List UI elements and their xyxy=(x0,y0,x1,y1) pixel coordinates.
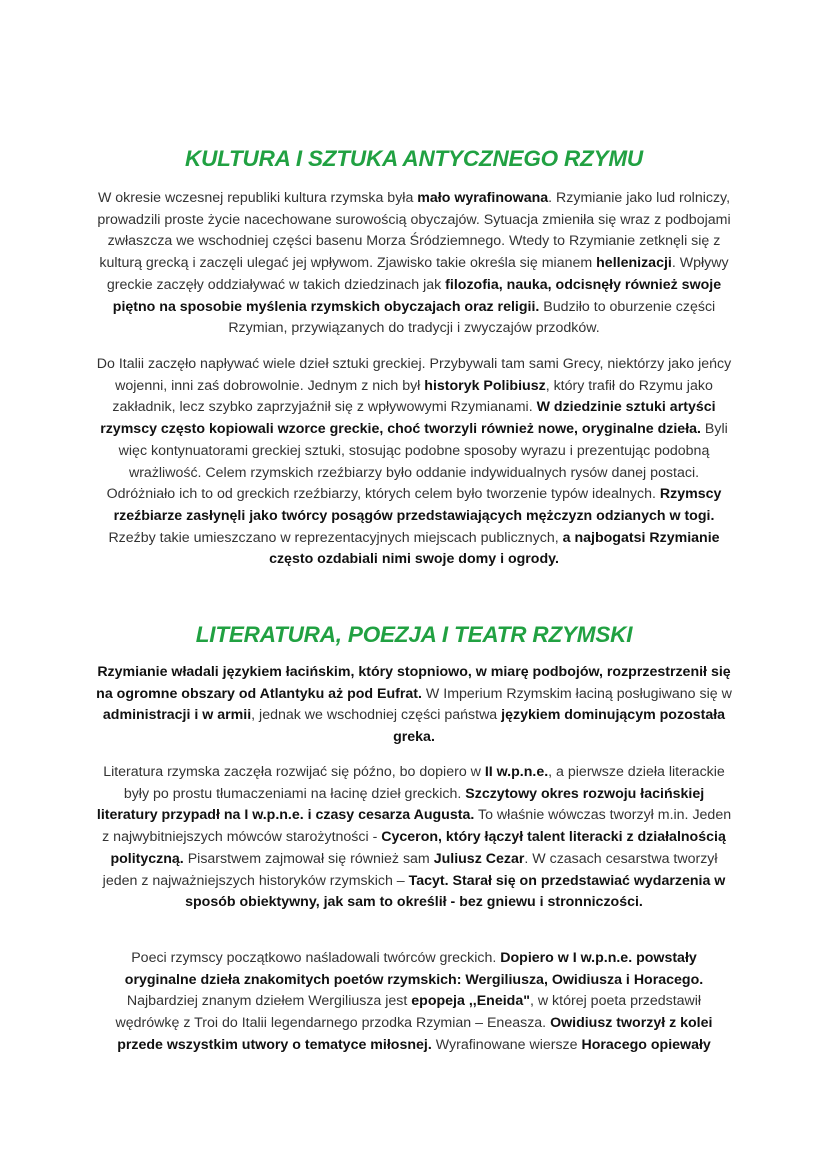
text-run: . Rzymianie jako lud rolniczy, prowadzili proste życie nacechowane surowością obyczajów. Sytuacja zmieniła się wraz z podbojami zwłaszcza we wschodniej części basenu Morza Śródziemnego. Wtedy to Rzymianie zetknęli się z kulturą grecką i zaczęli ulegać jej wpływom. Zjawisko takie określa się mianem xyxy=(97,190,731,272)
text-run: Pisarstwem zajmował się również sam xyxy=(183,850,434,867)
bold-text-run: mało wyrafinowana xyxy=(417,190,549,206)
text-run: . Wpływy greckie zaczęły oddziaływać w takich dziedzinach jak xyxy=(106,255,729,293)
bold-text-run: filozofia, nauka, odcisnęły również swoje piętno na sposobie myślenia rzymskich obyczajach oraz religii. xyxy=(112,276,722,315)
text-run: . W czasach cesarstwa tworzył jeden z najważniejszych historyków rzymskich – xyxy=(102,850,718,889)
text-run: Literatura rzymska zaczęła rozwijać się późno, bo dopiero w xyxy=(103,764,485,780)
paragraph-1 xyxy=(94,188,734,340)
bold-text-run: administracji i w armii xyxy=(102,707,252,724)
text-run: Byli więc kontynuatorami greckiej sztuki, stosując podobne sposoby wyrazu i prezentując podobną wrażliwość. Celem rzymskich rzeźbiarzy było oddanie indywidualnych rysów danej postaci. Odróżniało ich to od greckich rzeźbiarzy, których celem było tworzenie typów idealnych. xyxy=(106,421,728,503)
text-run: Wyrafinowane wiersze xyxy=(431,1036,582,1053)
text-run: To właśnie wówczas tworzył m.in. Jeden z najwybitniejszych mówców starożytności - xyxy=(102,807,732,846)
paragraph-4 xyxy=(94,762,734,914)
text-run: Najbardziej znanym dziełem Wergiliusza jest xyxy=(126,993,412,1010)
section-heading-literature: LITERATURA, POEZJA I TEATR RZYMSKI xyxy=(195,622,633,647)
section-heading-culture: KULTURA I SZTUKA ANTYCZNEGO RZYMU xyxy=(185,146,643,171)
bold-text-run: a najbogatsi Rzymianie często ozdabiali nimi swoje domy i ogrody. xyxy=(269,529,720,568)
bold-text-run: W dziedzinie sztuki artyści rzymscy często kopiowali wzorce greckie, choć tworzyli również nowe, oryginalne dzieła. xyxy=(100,399,716,438)
bold-text-run: Rzymianie władali językiem łacińskim, który stopniowo, w miarę podbojów, rozprzestrzenił się na ogromne obszary od Atlantyku aż pod Eufrat. xyxy=(96,664,731,702)
bold-text-run: Juliusz Cezar xyxy=(433,850,525,867)
paragraph-3 xyxy=(94,662,734,749)
paragraph-2 xyxy=(94,354,734,571)
text-run: W Imperium Rzymskim łaciną posługiwano się w xyxy=(421,685,732,702)
text-run: W okresie wczesnej republiki kultura rzymska była xyxy=(97,190,418,206)
bold-text-run: epopeja ,,Eneida" xyxy=(411,993,530,1010)
text-run: Budziło to oburzenie części Rzymian, przywiązanych do tradycji i zwyczajów przodków. xyxy=(228,298,716,337)
text-run: , jednak we wschodniej części państwa xyxy=(251,707,502,724)
bold-text-run: hellenizacji xyxy=(596,255,672,272)
bold-text-run: Szczytowy okres rozwoju łacińskiej literatury przypadł na I w.p.n.e. i czasy cesarza Augusta. xyxy=(96,785,705,824)
bold-text-run: Tacyt. Starał się on przedstawiać wydarzenia w sposób obiektywny, jak sam to określił - bez gniewu i stronniczości. xyxy=(185,872,726,911)
bold-text-run: Owidiusz tworzył z kolei przede wszystkim utwory o tematyce miłosnej. xyxy=(117,1015,713,1053)
text-run: Rzeźby takie umieszczano w reprezentacyjnych miejscach publicznych, xyxy=(108,529,563,546)
bold-text-run: II w.p.n.e. xyxy=(484,764,549,780)
bold-text-run: Cyceron, który łączył talent literacki z działalnością polityczną. xyxy=(110,829,726,867)
bold-text-run: Horacego opiewały xyxy=(581,1036,711,1053)
bold-text-run: językiem dominującym pozostała greka. xyxy=(393,707,726,746)
bold-text-run: Rzymscy rzeźbiarze zasłynęli jako twórcy posągów przedstawiających mężczyzn odzianych w togi. xyxy=(113,486,722,524)
text-run: , w której poeta przedstawił wędrówkę z Troi do Italii legendarnego przodka Rzymian – Eneasza. xyxy=(115,993,702,1032)
bold-text-run: historyk Polibiusz xyxy=(424,377,546,394)
bold-text-run: Dopiero w I w.p.n.e. powstały oryginalne dzieła znakomitych poetów rzymskich: Wergiliusza, Owidiusza i Horacego. xyxy=(124,950,704,988)
text-run: , który trafił do Rzymu jako zakładnik, lecz szybko zaprzyjaźnił się z wpływowymi Rzymianami. xyxy=(112,377,713,416)
paragraph-5 xyxy=(94,948,734,1057)
text-run: Poeci rzymscy początkowo naśladowali twórców greckich. xyxy=(131,950,501,966)
text-run: , a pierwsze dzieła literackie były po prostu tłumaczeniami na łacinę dzieł greckich. xyxy=(123,764,725,802)
text-run: Do Italii zaczęło napływać wiele dzieł sztuki greckiej. Przybywali tam sami Grecy, niektórzy jako jeńcy wojenni, inni zaś dobrowolnie. Jednym z nich był xyxy=(96,356,732,394)
